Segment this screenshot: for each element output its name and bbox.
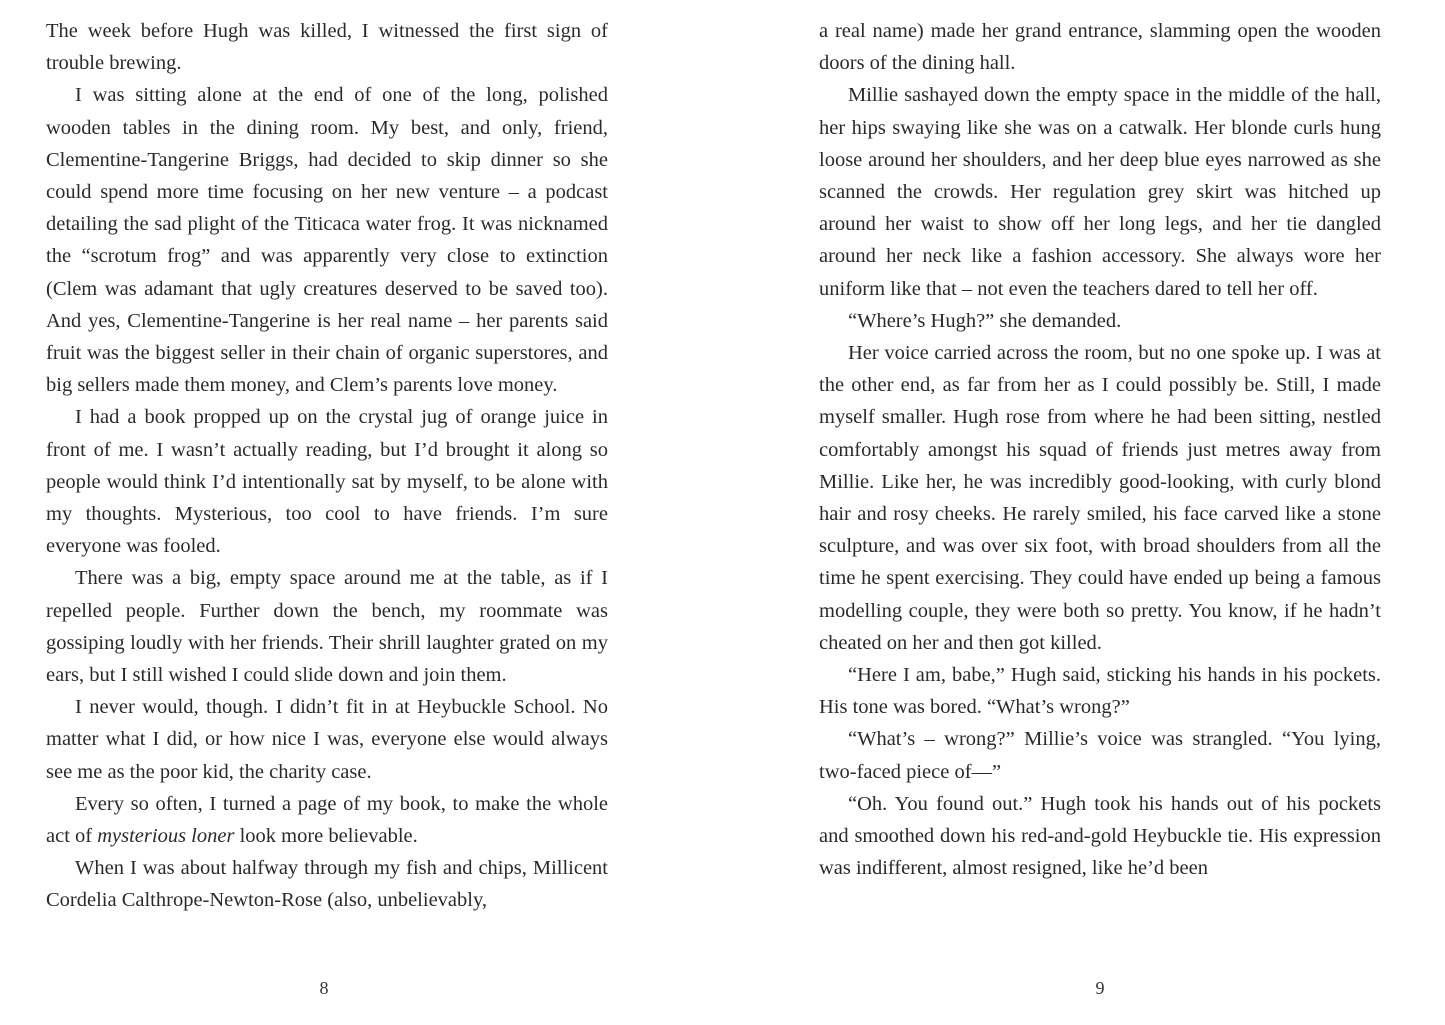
paragraph: Millie sashayed down the empty space in the middle of the hall, her hips swaying like she was on a catwalk. Her blonde curls hung loose around her shoulders, and her deep blue eyes narrowed as she scanned the crowds. Her regulation grey skirt was hitched up around her waist to show off her long legs, and her tie dangled around her neck like a fashion accessory. She always wore her uniform like that – not even the teachers dared to tell her off. — [819, 84, 1381, 300]
right-page — [819, 15, 1381, 1015]
paragraph: a real name) made her grand entrance, slamming open the wooden doors of the dining hall. — [819, 20, 1381, 75]
paragraph: Her voice carried across the room, but no one spoke up. I was at the other end, as far from her as I could possibly be. Still, I made myself smaller. Hugh rose from where he had been sitting, nestled comfortably amongst his squad of friends just metres away from Millie. Like her, he was incredibly good-looking, with curly blond hair and rosy cheeks. He rarely smiled, his face carved like a stone sculpture, and was over six foot, with broad shoulders from all the time he spent exercising. They could have ended up being a famous modelling couple, they were both so pretty. You know, if he hadn’t cheated on her and then got killed. — [819, 342, 1381, 654]
page-number: 9 — [1095, 978, 1105, 998]
paragraph: When I was about halfway through my fish and chips, Millicent Cordelia Calthrope-Newton-Rose (also, unbelievably, — [46, 857, 608, 912]
paragraph: I never would, though. I didn’t fit in at Heybuckle School. No matter what I did, or how nice I was, everyone else would always see me as the poor kid, the charity case. — [46, 696, 608, 783]
paragraph — [46, 788, 608, 852]
paragraph: There was a big, empty space around me at the table, as if I repelled people. Further down the bench, my roommate was gossiping loudly with her friends. Their shrill laughter grated on my ears, but I still wished I could slide down and join them. — [46, 567, 608, 687]
paragraph: The week before Hugh was killed, I witnessed the first sign of trouble brewing. — [46, 20, 608, 75]
paragraph: “Oh. You found out.” Hugh took his hands out of his pockets and smoothed down his red-and-gold Heybuckle tie. His expression was indifferent, almost resigned, like he’d been — [819, 792, 1381, 880]
paragraph: I had a book propped up on the crystal jug of orange juice in front of me. I wasn’t actually reading, but I’d brought it along so people would think I’d intentionally sat by myself, to be alone with my thoughts. Mysterious, too cool to have friends. I’m sure everyone was fooled. — [46, 406, 608, 558]
right-page-text — [819, 15, 1381, 884]
paragraph: “Where’s Hugh?” she demanded. — [848, 309, 1122, 332]
page-number: 8 — [319, 978, 329, 998]
paragraph: “What’s – wrong?” Millie’s voice was strangled. “You lying, two-faced piece of—” — [819, 728, 1381, 783]
paragraph-text: Every so often, I turned a page of my book, to make the whole act of — [46, 792, 608, 848]
paragraph: I was sitting alone at the end of one of the long, polished wooden tables in the dining room. My best, and only, friend, Clementine-Tangerine Briggs, had decided to skip dinner so she could spend more time focusing on her new venture – a podcast detailing the sad plight of the Titicaca water frog. It was nicknamed the “scrotum frog” and was apparently very close to extinction (Clem was adamant that ugly creatures deserved to be saved too). And yes, Clementine-Tangerine is her real name – her parents said fruit was the biggest seller in their chain of organic superstores, and big sellers made them money, and Clem’s parents love money. — [46, 84, 608, 397]
paragraph: “Here I am, babe,” Hugh said, sticking his hands in his pockets. His tone was bored. “What’s wrong?” — [819, 664, 1381, 719]
emphasized-phrase: mysterious loner — [97, 825, 235, 848]
left-page-text — [46, 15, 608, 917]
paragraph-text: look more believable. — [234, 825, 418, 848]
left-page — [46, 15, 608, 1015]
